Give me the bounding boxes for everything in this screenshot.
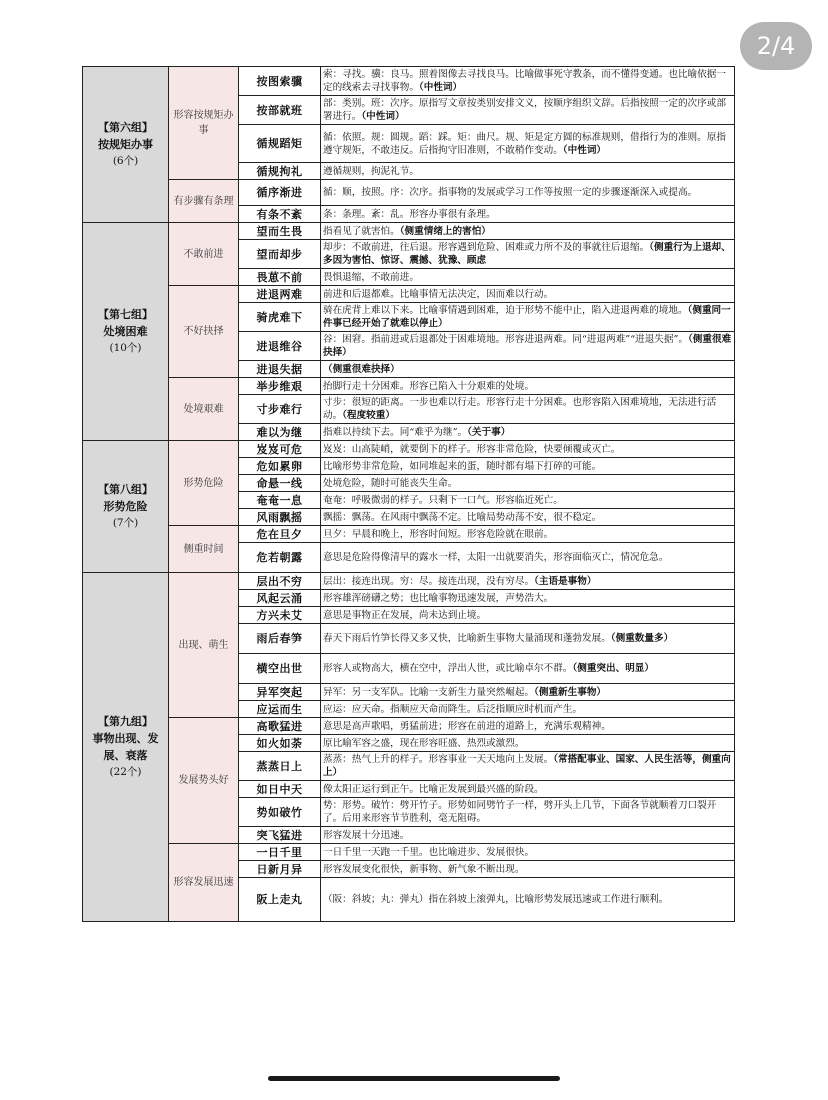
group-count: (6个) (112, 155, 139, 167)
definition-cell (321, 424, 735, 441)
definition-text: 形容雄浑磅礴之势；也比喻事物迅速发展，声势浩大。 (323, 592, 554, 604)
usage-note: （关于事） (467, 426, 511, 438)
definition-cell (321, 735, 735, 752)
idiom-cell: 望而却步 (239, 240, 321, 269)
idiom-table (82, 66, 735, 922)
idiom-cell: 如火如荼 (239, 735, 321, 752)
definition-cell (321, 701, 735, 718)
definition-cell (321, 361, 735, 378)
definition-text: 部：类别。班：次序。原指写文章按类别安排文义，按顺序组织文辞。后指按照一定的次序或部署进行。 (323, 98, 726, 122)
definition-cell (321, 378, 735, 395)
idiom-cell: 循序渐进 (239, 180, 321, 206)
idiom-cell: 危若朝露 (239, 543, 321, 573)
definition-text: 异军：另一支军队。比喻一支新生力量突然崛起。 (323, 686, 535, 698)
definition-cell (321, 206, 735, 223)
table-row (83, 378, 735, 395)
usage-note: （侧重突出、明显） (572, 663, 654, 674)
table-row (83, 180, 735, 206)
definition-cell (321, 395, 735, 424)
idiom-cell: 危如累卵 (239, 458, 321, 475)
idiom-cell: 如日中天 (239, 781, 321, 798)
group-title-text: 【第七组】 处境困难 (98, 308, 153, 338)
definition-cell (321, 96, 735, 125)
definition-cell (321, 458, 735, 475)
definition-cell (321, 441, 735, 458)
idiom-cell: 一日千里 (239, 844, 321, 861)
idiom-cell: 畏葸不前 (239, 269, 321, 286)
definition-cell (321, 654, 735, 684)
subgroup-label: 处境艰难 (169, 378, 239, 441)
definition-text: 寸步：很短的距离。一步也难以行走。形容行走十分困难。也形容陷入困难境地，无法进行活动。 (323, 397, 717, 421)
definition-cell (321, 718, 735, 735)
definition-text: 岌岌：山高陡峭，就要倒下的样子。形容非常危险，快要倾覆或灭亡。 (323, 443, 621, 455)
table-row (83, 67, 735, 96)
idiom-cell: 进退维谷 (239, 332, 321, 361)
definition-cell (321, 509, 735, 526)
subgroup-label: 形容发展迅速 (169, 844, 239, 922)
definition-text: 循：顺，按照。序：次序。指事物的发展或学习工作等按照一定的步骤逐渐深入或提高。 (323, 187, 698, 198)
home-indicator[interactable] (268, 1076, 560, 1081)
definition-cell (321, 475, 735, 492)
idiom-cell: 风起云涌 (239, 590, 321, 607)
definition-text: 层出：接连出现。穷：尽。接连出现，没有穷尽。 (323, 575, 535, 587)
definition-text: 意思是危险得像清早的露水一样，太阳一出就要消失，形容面临灭亡，情况危急。 (323, 552, 669, 563)
definition-text: （阪：斜坡；丸：弹丸）指在斜坡上滚弹丸，比喻形势发展迅速或工作进行顺利。 (323, 894, 669, 905)
group-count: (22个) (109, 766, 142, 778)
definition-text: 条：条理。紊：乱。形容办事很有条理。 (323, 208, 496, 220)
idiom-cell: 异军突起 (239, 684, 321, 701)
page-indicator: 2/4 (740, 22, 812, 70)
definition-cell (321, 861, 735, 878)
definition-cell (321, 125, 735, 163)
usage-note: （侧重行为上退却、多因为害怕、惊讶、震撼、犹豫、顾虑 (323, 242, 731, 266)
definition-cell (321, 492, 735, 509)
definition-text: 却步：不敢前进，往后退。形容遇到危险、困难或力所不及的事就往后退缩。 (323, 242, 650, 253)
group-title (83, 573, 169, 922)
definition-text: 循：依照。规：圆规。蹈：踩。矩：曲尺。规、矩是定方圆的标准规则，借指行为的准则。原指遵守规矩，不敢违反。后指拘守旧准则，不敢稍作变动。 (323, 131, 726, 156)
definition-cell (321, 543, 735, 573)
definition-cell (321, 781, 735, 798)
table-row (83, 718, 735, 735)
group-title (83, 67, 169, 223)
group-title (83, 223, 169, 441)
idiom-cell: 奄奄一息 (239, 492, 321, 509)
idiom-cell: 蒸蒸日上 (239, 752, 321, 781)
idiom-cell: 循规蹈矩 (239, 125, 321, 163)
idiom-cell: 进退两难 (239, 286, 321, 303)
definition-text: 形容发展变化很快，新事物、新气象不断出现。 (323, 863, 525, 875)
definition-text: 原比喻军容之盛，现在形容旺盛、热烈或激烈。 (323, 737, 525, 749)
table-row (83, 573, 735, 590)
table-row (83, 286, 735, 303)
idiom-cell: 按图索骥 (239, 67, 321, 96)
definition-cell (321, 752, 735, 781)
definition-cell (321, 607, 735, 624)
subgroup-label: 发展势头好 (169, 718, 239, 844)
idiom-cell: 突飞猛进 (239, 827, 321, 844)
usage-note: （侧重同一件事已经开始了就难以停止） (323, 305, 731, 329)
idiom-cell: 有条不紊 (239, 206, 321, 223)
usage-note: （中性词） (562, 144, 607, 156)
idiom-cell: 进退失据 (239, 361, 321, 378)
group-count: (10个) (109, 342, 142, 354)
idiom-cell: 日新月异 (239, 861, 321, 878)
definition-text: 谷：困窘。指前进或后退都处于困难境地。形容进退两难。同“进退两难”“进退失据”。 (323, 334, 688, 345)
group-count: (7个) (112, 517, 139, 529)
definition-text: 遵循规则，拘泥礼节。 (323, 165, 419, 177)
definition-text: 旦夕：早晨和晚上，形容时间短。形容危险就在眼前。 (323, 528, 554, 540)
definition-text: 蒸蒸：热气上升的样子。形容事业一天天地向上发展。 (323, 754, 554, 765)
definition-text: 像太阳正运行到正午。比喻正发展到最兴盛的阶段。 (323, 783, 544, 795)
definition-text: 飘摇：飘荡。在风雨中飘荡不定。比喻局势动荡不安，很不稳定。 (323, 511, 602, 523)
idiom-cell: 雨后春笋 (239, 624, 321, 654)
usage-note: （中性词） (361, 111, 405, 122)
definition-text: 应运：应天命。指顺应天命而降生。后泛指顺应时机而产生。 (323, 703, 583, 715)
group-title-text: 【第九组】 事物出现、发展、衰落 (92, 715, 159, 762)
idiom-cell: 高歌猛进 (239, 718, 321, 735)
subgroup-label: 侧重时间 (169, 526, 239, 573)
definition-cell (321, 332, 735, 361)
usage-note: （侧重新生事物） (534, 686, 607, 698)
definition-cell (321, 878, 735, 922)
idiom-cell: 阪上走丸 (239, 878, 321, 922)
table-row (83, 223, 735, 240)
definition-cell (321, 180, 735, 206)
idiom-cell: 方兴未艾 (239, 607, 321, 624)
definition-cell (321, 798, 735, 827)
idiom-cell: 势如破竹 (239, 798, 321, 827)
definition-text: 骑在虎背上难以下来。比喻事情遇到困难，迫于形势不能中止，陷入进退两难的境地。 (323, 305, 688, 316)
idiom-cell: 寸步难行 (239, 395, 321, 424)
definition-text: 奄奄：呼吸微弱的样子。只剩下一口气。形容临近死亡。 (323, 494, 563, 506)
idiom-cell: 按部就班 (239, 96, 321, 125)
usage-note: （侧重情绪上的害怕） (399, 225, 491, 237)
definition-text: 意思是高声歌唱，勇猛前进；形容在前进的道路上，充满乐观精神。 (323, 720, 611, 732)
definition-text: 一日千里一天跑一千里。也比喻进步、发展很快。 (323, 846, 535, 858)
definition-text: 形容人或物高大，横在空中，浮出人世，或比喻卓尔不群。 (323, 663, 573, 674)
usage-note: （侧重很难抉择） (323, 334, 732, 358)
subgroup-label: 出现、萌生 (169, 573, 239, 718)
definition-text: 春天下雨后竹笋长得又多又快，比喻新生事物大量涌现和蓬勃发展。 (323, 633, 611, 644)
table-row (83, 844, 735, 861)
subgroup-label: 形势危险 (169, 441, 239, 526)
usage-note: （程度较重） (342, 410, 395, 421)
group-title-text: 【第六组】 按规矩办事 (98, 121, 153, 151)
idiom-cell: 循规拘礼 (239, 163, 321, 180)
definition-text: 指难以持续下去。同“难乎为继”。 (323, 426, 468, 438)
definition-text: 势：形势。破竹：劈开竹子。形势如同劈竹子一样，劈开头上几节，下面各节就顺着刀口裂开了。后用来形容节节胜利，毫无阻碍。 (323, 800, 717, 824)
definition-text: 比喻形势非常危险，如同堆起来的蛋，随时都有塌下打碎的可能。 (323, 460, 602, 472)
idiom-cell: 危在旦夕 (239, 526, 321, 543)
usage-note: （主语是事物） (534, 575, 597, 587)
idiom-cell: 应运而生 (239, 701, 321, 718)
definition-cell (321, 163, 735, 180)
idiom-cell: 骑虎难下 (239, 303, 321, 332)
definition-cell (321, 526, 735, 543)
idiom-cell: 风雨飘摇 (239, 509, 321, 526)
definition-cell (321, 684, 735, 701)
definition-text: 索：寻找。骥：良马。照着图像去寻找良马。比喻做事死守教条，而不懂得变通。也比喻依据一定的线索去寻找事物。 (323, 69, 726, 93)
definition-text: 处境危险，随时可能丧失生命。 (323, 477, 458, 489)
definition-text: 抬脚行走十分困难。形容已陷入十分艰难的处境。 (323, 380, 535, 392)
subgroup-label: 不敢前进 (169, 223, 239, 286)
idiom-cell: 望而生畏 (239, 223, 321, 240)
definition-text: 指看见了就害怕。 (323, 225, 400, 237)
definition-text: 畏惧退缩，不敢前进。 (323, 271, 419, 283)
definition-cell (321, 590, 735, 607)
usage-note: （中性词） (418, 82, 463, 93)
definition-cell (321, 67, 735, 96)
definition-cell (321, 303, 735, 332)
definition-cell (321, 223, 735, 240)
definition-text: 前进和后退都难。比喻事情无法决定，因而难以行动。 (323, 288, 554, 300)
table-row (83, 526, 735, 543)
definition-cell (321, 240, 735, 269)
usage-note: （侧重数量多） (610, 633, 674, 644)
definition-cell (321, 573, 735, 590)
definition-cell (321, 624, 735, 654)
definition-cell (321, 844, 735, 861)
definition-cell (321, 286, 735, 303)
group-title-text: 【第八组】 形势危险 (98, 483, 153, 513)
definition-text: 形容发展十分迅速。 (323, 829, 410, 841)
definition-text: 意思是事物正在发展，尚未达到止境。 (323, 609, 487, 621)
idiom-cell: 举步维艰 (239, 378, 321, 395)
idiom-cell: 横空出世 (239, 654, 321, 684)
subgroup-label: 形容按规矩办事 (169, 67, 239, 180)
idiom-cell: 岌岌可危 (239, 441, 321, 458)
group-title (83, 441, 169, 573)
idiom-cell: 命悬一线 (239, 475, 321, 492)
table-row (83, 441, 735, 458)
idiom-cell: 层出不穷 (239, 573, 321, 590)
subgroup-label: 有步骤有条理 (169, 180, 239, 223)
usage-note: （常搭配事业、国家、人民生活等，侧重向上） (323, 754, 731, 778)
idiom-cell: 难以为继 (239, 424, 321, 441)
usage-note: （侧重很难抉择） (323, 363, 400, 375)
definition-cell (321, 827, 735, 844)
subgroup-label: 不好抉择 (169, 286, 239, 378)
definition-cell (321, 269, 735, 286)
